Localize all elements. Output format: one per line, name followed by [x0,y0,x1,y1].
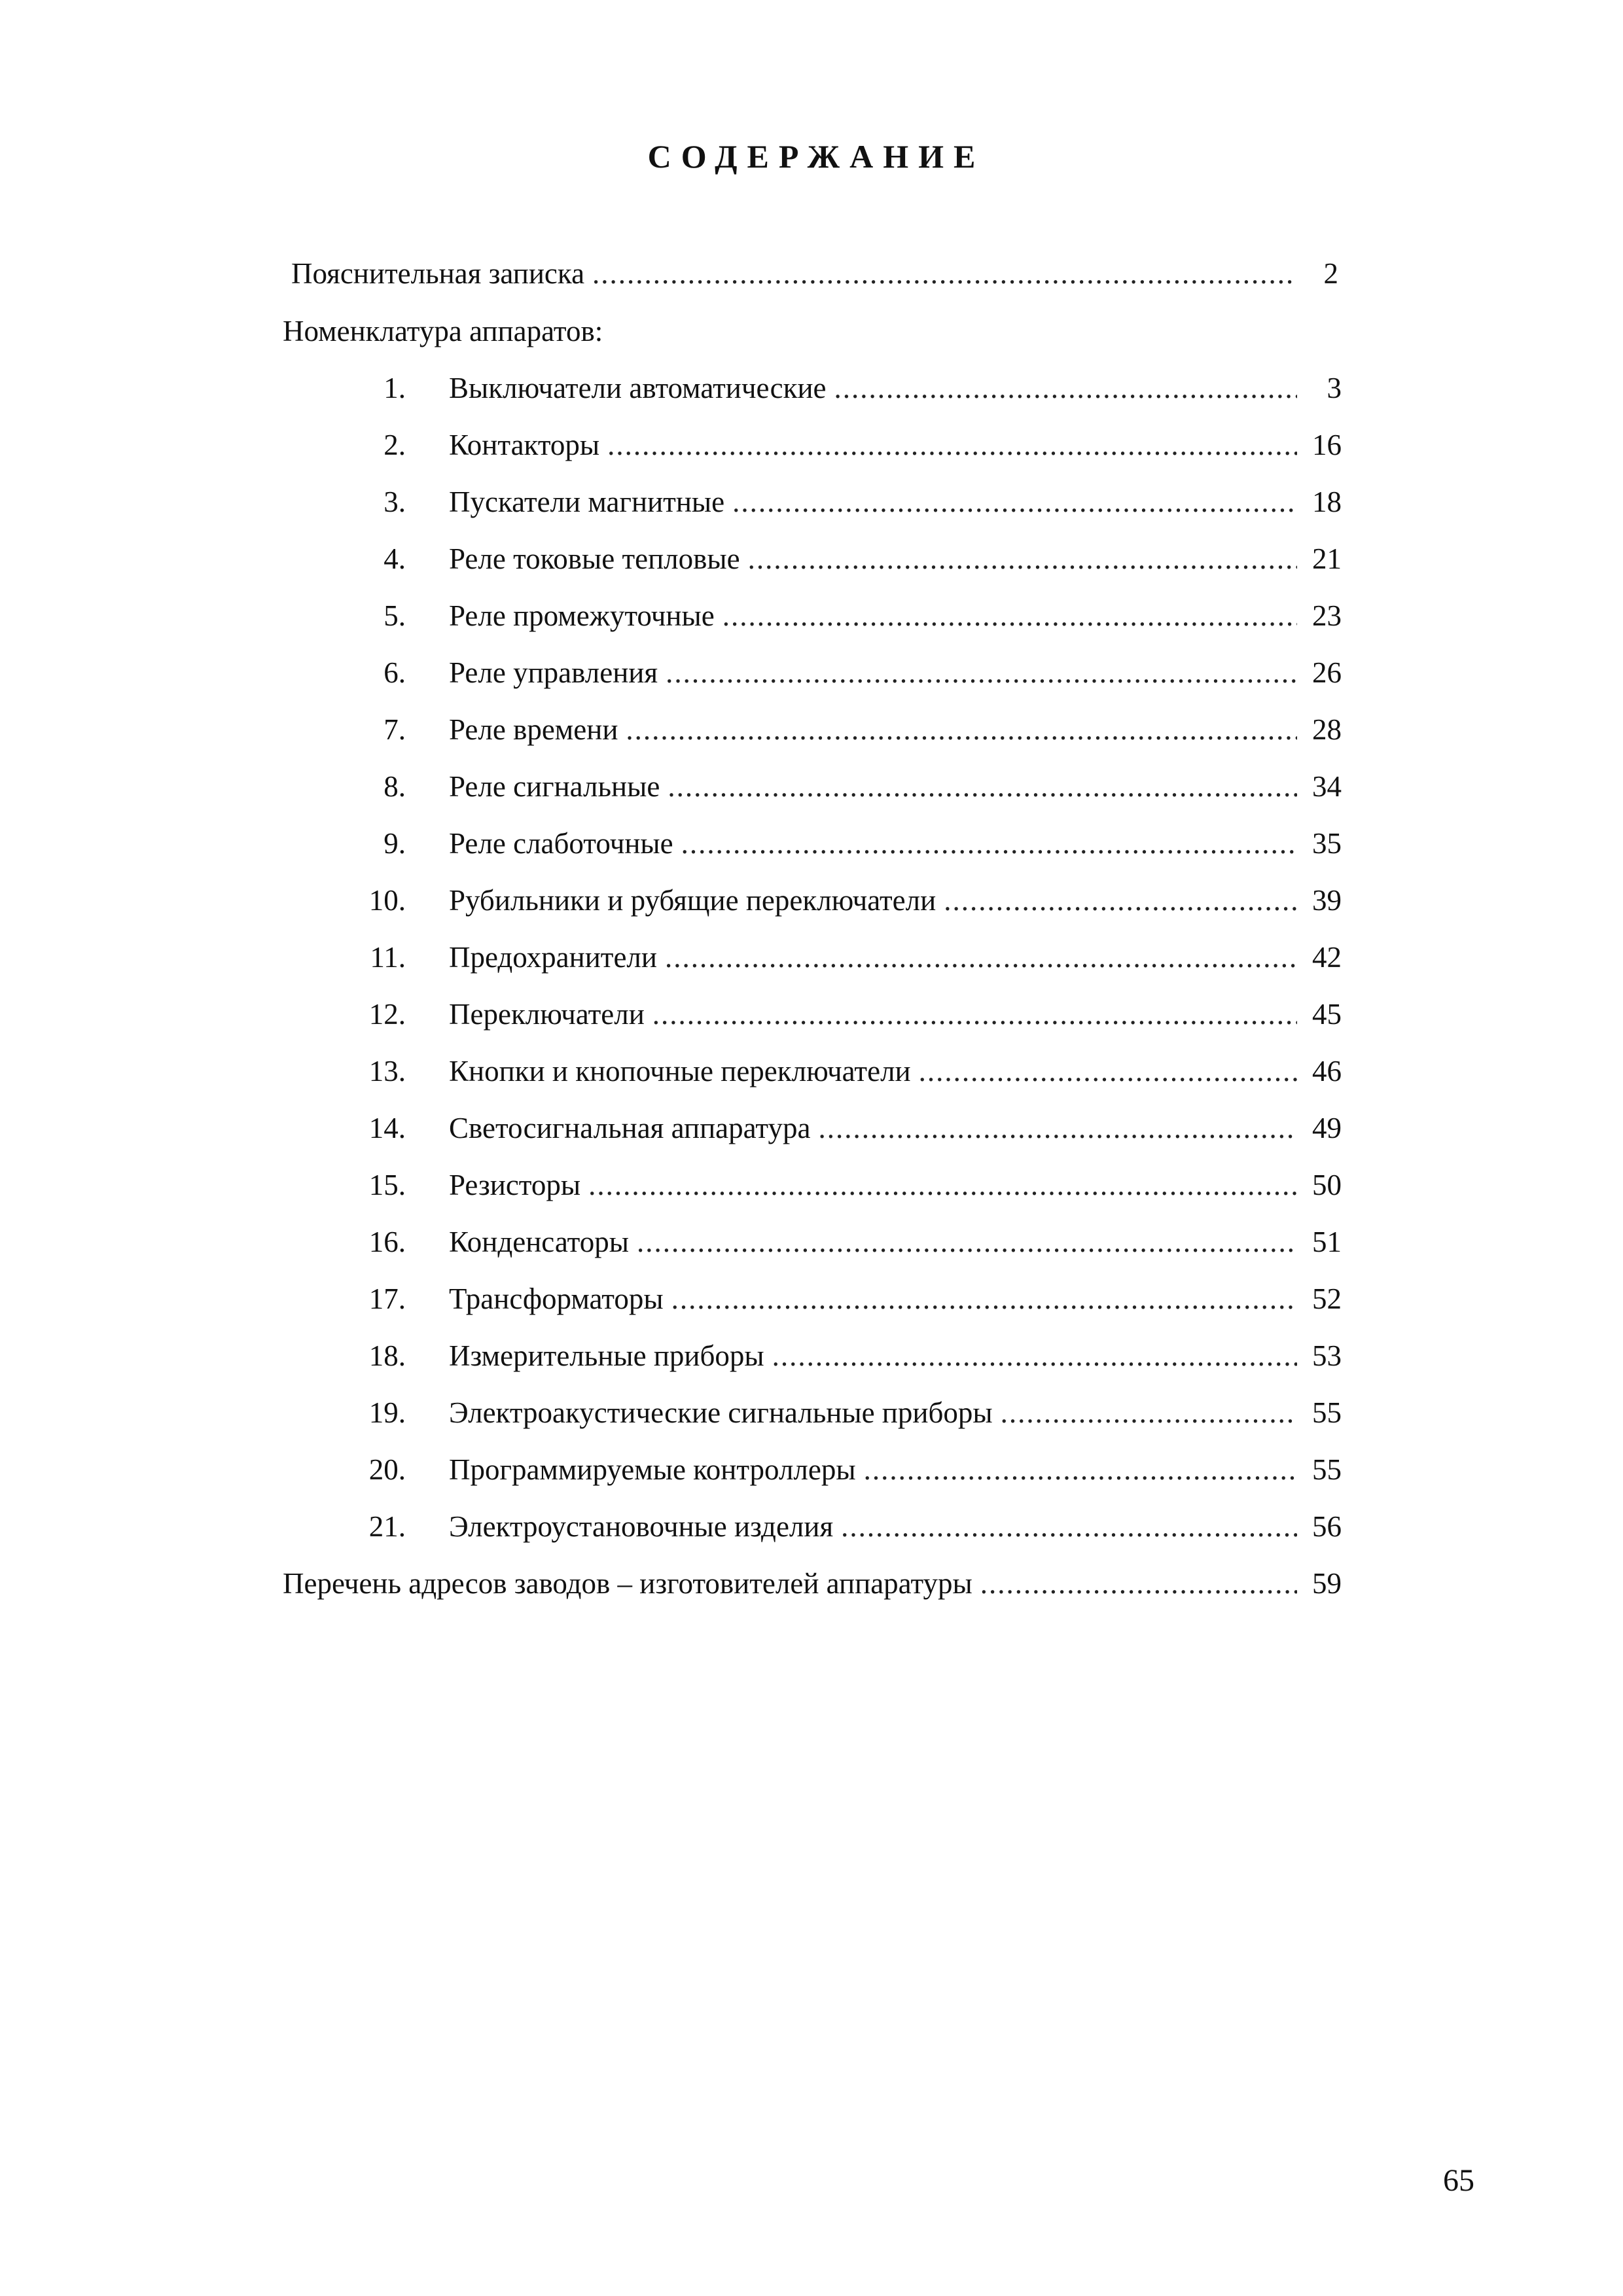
leader-dots [637,1222,1297,1262]
toc-item[interactable] [334,1108,1342,1148]
toc-item-label: Реле сигнальные [449,770,660,803]
toc-item-label: Электроакустические сигнальные приборы [449,1396,993,1429]
toc-item[interactable] [334,881,1342,920]
leader-dots [722,596,1297,635]
toc-item-page: 49 [1312,1112,1342,1144]
toc-item-page: 35 [1312,827,1342,860]
toc-item-label: Выключатели автоматические [449,372,827,404]
toc-item-page: 55 [1312,1396,1342,1429]
leader-dots [652,995,1297,1034]
toc-item-label: Реле слаботочные [449,827,673,860]
toc-item[interactable] [334,995,1342,1034]
toc-item-label: Резисторы [449,1169,581,1201]
toc-item[interactable] [334,425,1342,465]
toc-item-label: Светосигнальная аппаратура [449,1112,811,1144]
toc-item-number: 14. [368,1112,406,1144]
toc-item-page: 45 [1312,998,1342,1031]
toc-item[interactable] [334,824,1342,863]
toc-item-page: 50 [1312,1169,1342,1201]
section-heading-label: Номенклатура аппаратов: [283,315,603,347]
toc-item-label: Реле промежуточные [449,599,715,632]
leader-dots [772,1336,1297,1375]
toc-entry-page: 59 [1312,1567,1342,1600]
toc-item-page: 3 [1327,372,1342,404]
leader-dots [671,1279,1297,1318]
toc-item[interactable] [334,1507,1342,1546]
toc-item[interactable] [334,596,1342,635]
toc-item-number: 5. [383,599,406,632]
toc-item-page: 46 [1312,1055,1342,1087]
toc-item-number: 20. [368,1453,406,1486]
leader-dots [665,938,1297,977]
leader-dots [588,1165,1297,1205]
toc-item-page: 39 [1312,884,1342,917]
toc-item[interactable] [334,482,1342,521]
section-heading [283,311,1199,351]
toc-item-label: Конденсаторы [449,1226,629,1258]
toc-item[interactable] [334,1393,1342,1432]
toc-item-number: 18. [368,1339,406,1372]
leader-dots [919,1051,1297,1091]
leader-dots [980,1564,1297,1603]
toc-entry-manufacturers-list[interactable] [283,1564,1342,1603]
toc-item-page: 26 [1312,656,1342,689]
leader-dots [607,425,1297,465]
toc-item-label: Реле управления [449,656,658,689]
toc-entry-label: Пояснительная записка [291,257,585,290]
toc-item[interactable] [334,767,1342,806]
toc-item-label: Реле времени [449,713,618,746]
toc-item[interactable] [334,368,1342,408]
toc-item-page: 18 [1312,486,1342,518]
toc-item-label: Электроустановочные изделия [449,1510,834,1543]
toc-item-label: Кнопки и кнопочные переключатели [449,1055,911,1087]
toc-item-label: Трансформаторы [449,1282,664,1315]
toc-item-label: Переключатели [449,998,645,1031]
toc-item-page: 16 [1312,429,1342,461]
toc-item-page: 21 [1312,542,1342,575]
leader-dots [668,767,1297,806]
toc-entry-page: 2 [1323,257,1338,290]
leader-dots [748,539,1297,578]
toc-item[interactable] [334,653,1342,692]
leader-dots [666,653,1297,692]
leader-dots [944,881,1297,920]
toc-item[interactable] [334,1165,1342,1205]
leader-dots [626,710,1297,749]
leader-dots [841,1507,1297,1546]
toc-entry-label: Перечень адресов заводов – изготовителей аппаратуры [283,1567,972,1600]
toc-item-number: 17. [368,1282,406,1315]
toc-item-page: 42 [1312,941,1342,974]
toc-item-number: 16. [368,1226,406,1258]
toc-item-number: 2. [383,429,406,461]
toc-item[interactable] [334,710,1342,749]
leader-dots [834,368,1298,408]
toc-entry-explanatory-note[interactable] [291,254,1338,293]
toc-item-label: Рубильники и рубящие переключатели [449,884,936,917]
toc-item-number: 1. [383,372,406,404]
toc-item-number: 21. [368,1510,406,1543]
page-number: 65 [1443,2163,1474,2198]
toc-item-number: 19. [368,1396,406,1429]
toc-item-label: Контакторы [449,429,600,461]
toc-item-number: 6. [383,656,406,689]
leader-dots [864,1450,1297,1489]
toc-item-number: 13. [368,1055,406,1087]
toc-item-number: 12. [368,998,406,1031]
toc-item-label: Программируемые контроллеры [449,1453,856,1486]
toc-item-page: 28 [1312,713,1342,746]
toc-item-label: Реле токовые тепловые [449,542,740,575]
toc-item-page: 53 [1312,1339,1342,1372]
toc-item-page: 55 [1312,1453,1342,1486]
toc-item-number: 11. [370,941,406,974]
leader-dots [732,482,1297,521]
toc-item-page: 23 [1312,599,1342,632]
leader-dots [592,254,1294,293]
toc-item[interactable] [334,1279,1342,1318]
toc-item-page: 34 [1312,770,1342,803]
toc-item[interactable] [334,539,1342,578]
toc-item[interactable] [334,1450,1342,1489]
page-title: СОДЕРЖАНИЕ [647,138,986,175]
toc-item-number: 3. [383,486,406,518]
toc-item-page: 56 [1312,1510,1342,1543]
leader-dots [681,824,1297,863]
toc-item-number: 9. [383,827,406,860]
toc-item-number: 7. [383,713,406,746]
toc-item[interactable] [334,1222,1342,1262]
toc-item[interactable] [334,1051,1342,1091]
toc-item-number: 4. [383,542,406,575]
toc-item-number: 15. [368,1169,406,1201]
toc-item[interactable] [334,938,1342,977]
leader-dots [818,1108,1297,1148]
toc-item-label: Измерительные приборы [449,1339,764,1372]
toc-item-number: 8. [383,770,406,803]
toc-item-label: Пускатели магнитные [449,486,725,518]
leader-dots [1001,1393,1297,1432]
toc-item-label: Предохранители [449,941,657,974]
toc-item-number: 10. [368,884,406,917]
toc-item[interactable] [334,1336,1342,1375]
toc-item-page: 51 [1312,1226,1342,1258]
toc-item-page: 52 [1312,1282,1342,1315]
